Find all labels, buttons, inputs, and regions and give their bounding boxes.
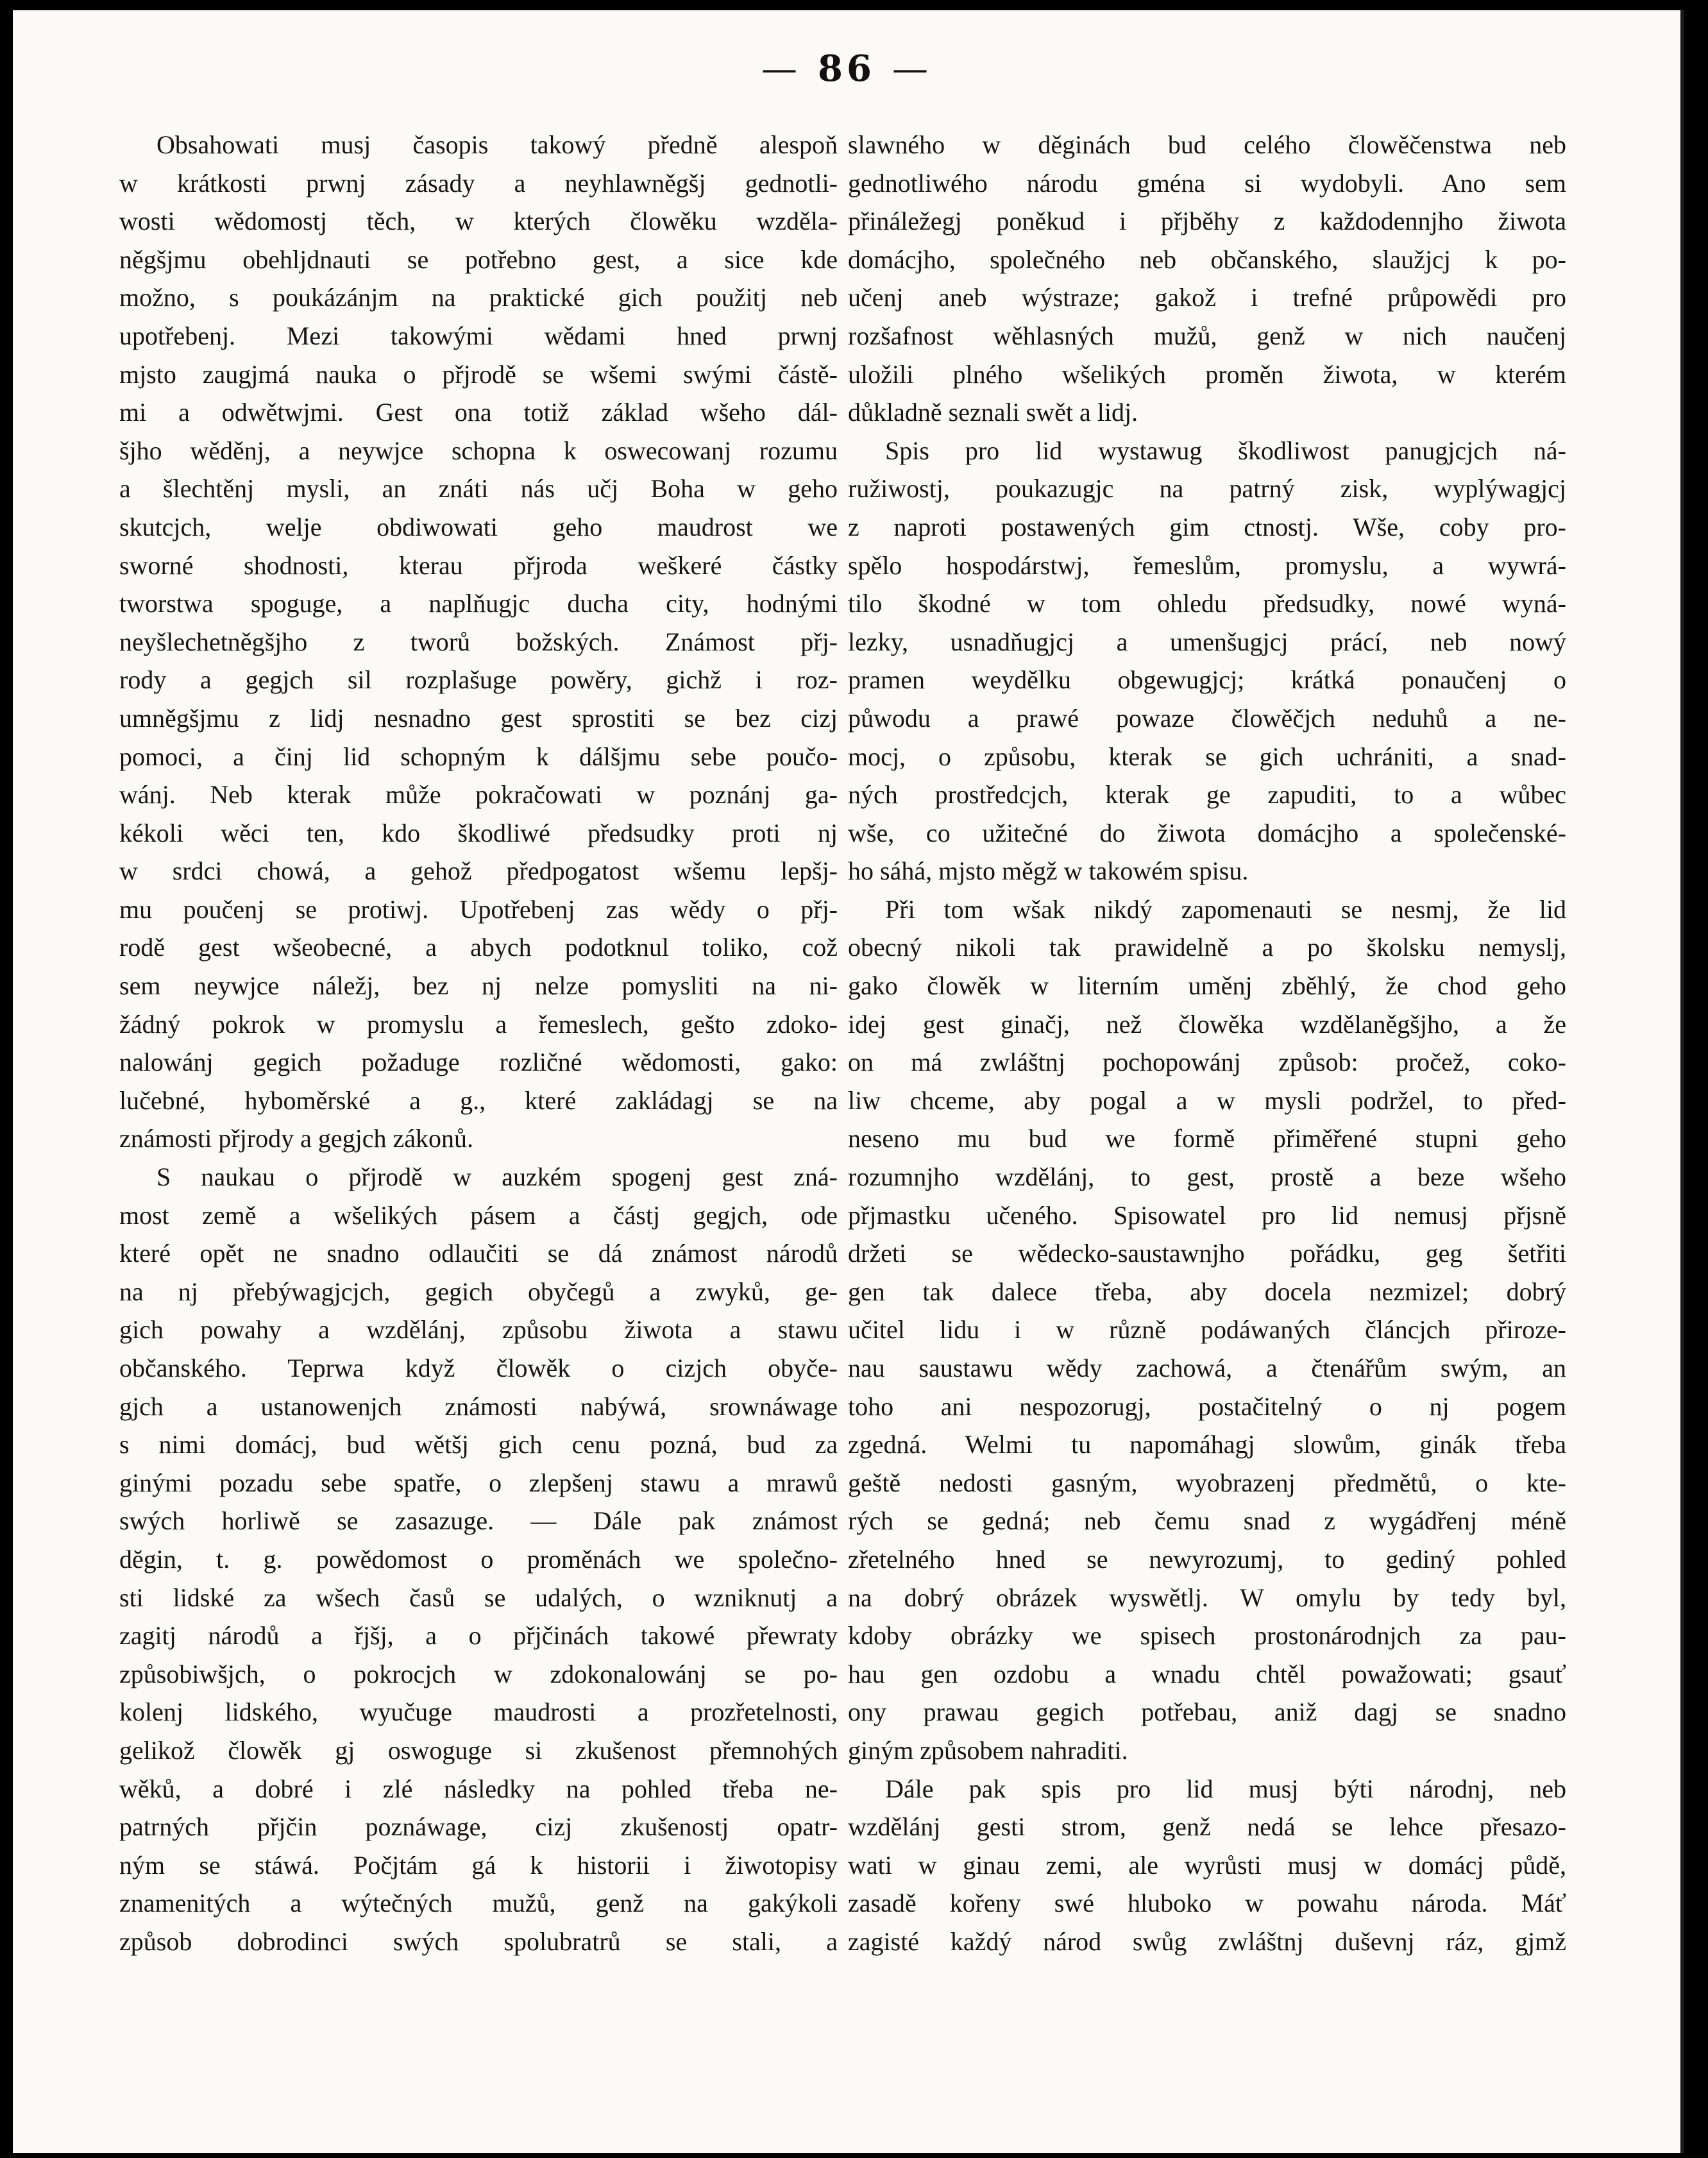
text-line: z naproti postawených gim ctnostj. Wše, coby pro- <box>848 512 1566 541</box>
text-line: zasadě kořeny swé hluboko w powahu národa. Máť <box>848 1889 1566 1918</box>
right-text-column <box>848 126 1566 1961</box>
text-line: most země a wšelikých pásem a částj gegjch, ode <box>119 1200 838 1230</box>
text-line: ony prawau gegich potřebau, aniž dagj se snadno <box>848 1697 1566 1727</box>
text-line: rozšafnost wěhlasných mužů, genž w nich naučenj <box>848 321 1566 350</box>
text-line: rody a gegjch sil rozplašuge powěry, gichž i roz- <box>119 665 838 695</box>
text-line: Dále pak spis pro lid musj býti národnj, neb <box>885 1774 1566 1803</box>
text-line: žádný pokrok w promyslu a řemeslech, gešto zdoko- <box>119 1009 838 1039</box>
text-line: mi a odwětwjmi. Gest ona totiž základ wšeho dál- <box>119 398 838 427</box>
text-line: kolenj lidského, wyučuge maudrosti a prozřetelnosti, <box>119 1697 838 1727</box>
text-line: mjsto zaugjmá nauka o přjrodě se wšemi swými částě- <box>119 359 838 389</box>
text-line: ných prostředcjch, kterak ge zapuditi, to a wůbec <box>848 780 1566 810</box>
text-line: patrných přjčin poznáwage, cizj zkušenostj opatr- <box>119 1812 838 1842</box>
text-line: zřetelného hned se newyrozumj, to gediný pohled <box>848 1544 1566 1574</box>
text-line: obecný nikoli tak prawidelně a po školsku nemyslj, <box>848 933 1566 962</box>
text-line: půwodu a prawé powaze člowěčjch neduhů a ne- <box>848 703 1566 733</box>
text-line: zagisté každý národ swůg zwláštnj duševnj ráz, gjmž <box>848 1926 1566 1956</box>
text-line: nalowánj gegich požaduge rozličné wědomosti, gako: <box>119 1048 838 1077</box>
text-line: dĕgin, t. g. powědomost o proměnách we společno- <box>119 1544 838 1574</box>
text-line: gjch a ustanowenjch známosti nabýwá, srownáwage <box>119 1391 838 1421</box>
text-line: spělo hospodárstwj, řemeslům, promyslu, a wywrá- <box>848 550 1566 580</box>
text-line: možno, s poukázánjm na praktické gich použitj neb <box>119 283 838 312</box>
text-line: rozumnjho wzdělánj, to gest, prostě a beze wšeho <box>848 1162 1566 1192</box>
text-line: rodě gest wšeobecné, a abych podotknul toliko, což <box>119 933 838 962</box>
text-line: wati w ginau zemi, ale wyrůsti musj w domácj půdě, <box>848 1850 1566 1880</box>
text-line: gednotliwého národu gména si wydobyli. Ano sem <box>848 168 1566 198</box>
text-line: Obsahowati musj časopis takowý předně alespoň <box>156 130 838 159</box>
text-line: swých horliwě se zasazuge. — Dále pak známost <box>119 1506 838 1536</box>
text-line: upotřebenj. Mezi takowými wědami hned prwnj <box>119 321 838 350</box>
paper-sheet <box>13 10 1684 2153</box>
text-line: přjmastku učeného. Spisowatel pro lid nemusj přjsně <box>848 1200 1566 1230</box>
text-line: S naukau o přjrodě w auzkém spogenj gest zná- <box>156 1162 838 1192</box>
page-number: 86 <box>818 47 875 90</box>
text-line: gich powahy a wzdělánj, způsobu žiwota a stawu <box>119 1315 838 1345</box>
text-line: giným způsobem nahraditi. <box>848 1735 1128 1765</box>
text-line: wše, co užitečné do žiwota domácjho a společenské- <box>848 818 1566 847</box>
text-line: přináležegj poněkud i přjběhy z každodennjho žiwota <box>848 207 1566 236</box>
text-line: wěků, a dobré i zlé následky na pohled třeba ne- <box>119 1774 838 1803</box>
left-text-column <box>119 126 838 1961</box>
text-line: sem neywjce náležj, bez nj nelze pomysliti na ni- <box>119 971 838 1001</box>
text-line: držeti se wědecko-saustawnjho pořádku, geg šetřiti <box>848 1239 1566 1268</box>
text-line: a šlechtěnj mysli, an znáti nás učj Boha w geho <box>119 474 838 504</box>
text-line: způsobiwšjch, o pokrocjch w zdokonalowánj se po- <box>119 1659 838 1688</box>
text-line: pramen weydělku obgewugjcj; krátká ponaučenj o <box>848 665 1566 695</box>
text-line: geště nedosti gasným, wyobrazenj předmětů, o kte- <box>848 1468 1566 1497</box>
text-line: mu poučenj se protiwj. Upotřebenj zas wědy o přj- <box>119 894 838 924</box>
text-line: neseno mu bud we formě přiměřené stupni geho <box>848 1124 1566 1153</box>
text-line: uložili plného wšelikých proměn žiwota, w kterém <box>848 359 1566 389</box>
text-line: zgedná. Welmi tu napomáhagj slowům, ginák třeba <box>848 1430 1566 1459</box>
text-line: gen tak dalece třeba, aby docela nezmizel; dobrý <box>848 1277 1566 1306</box>
page-number-dash-left: — <box>761 48 802 90</box>
text-line: hau gen ozdobu a wnadu chtěl powažowati; gsauť <box>848 1659 1566 1688</box>
text-line: které opět ne snadno odlaučiti se dá známost národů <box>119 1239 838 1268</box>
text-line: w srdci chowá, a gehož předpogatost wšemu lepšj- <box>119 856 838 886</box>
text-line: ným se stáwá. Počjtám gá k historii i žiwotopisy <box>119 1850 838 1880</box>
text-line: zagitj národů a řjšj, a o přjčinách takowé přewraty <box>119 1621 838 1651</box>
text-line: znamenitých a wýtečných mužů, genž na gakýkoli <box>119 1889 838 1918</box>
text-line: lezky, usnadňugjcj a umenšugjcj prácí, neb nowý <box>848 627 1566 656</box>
text-line: skutcjch, welje obdiwowati geho maudrost we <box>119 512 838 541</box>
text-line: wzdělánj gesti strom, genž nedá se lehce přesazo- <box>848 1812 1566 1842</box>
text-line: kékoli wěci ten, kdo škodliwé předsudky proti nj <box>119 818 838 847</box>
page-number-dash-right: — <box>892 48 932 90</box>
text-line: tworstwa spoguge, a naplňugjc ducha city, hodnými <box>119 589 838 618</box>
text-line: umněgšjmu z lidj nesnadno gest sprostiti se bez cizj <box>119 703 838 733</box>
text-line: sworné shodnosti, kterau přjroda weškeré částky <box>119 550 838 580</box>
text-line: na dobrý obrázek wyswětlj. W omylu by tedy byl, <box>848 1583 1566 1612</box>
text-line: domácjho, společného neb občanského, slaužjcj k po- <box>848 244 1566 274</box>
text-line: s nimi domácj, bud wětšj gich cenu pozná, bud za <box>119 1430 838 1459</box>
text-line: kdoby obrázky we spisech prostonárodnjch za pau- <box>848 1621 1566 1651</box>
text-line: liw chceme, aby pogal a w mysli podržel, to před- <box>848 1085 1566 1115</box>
text-line: on má zwláštnj pochopowánj způsob: pročež, coko- <box>848 1048 1566 1077</box>
text-line: učenj aneb wýstraze; gakož i trefné průpowědi pro <box>848 283 1566 312</box>
text-line: gako člowěk w literním uměnj zběhlý, že chod geho <box>848 971 1566 1001</box>
text-line: učitel lidu i w různě podáwaných článcjch přiroze- <box>848 1315 1566 1345</box>
text-line: ružiwostj, poukazugjc na patrný zisk, wyplýwagjcj <box>848 474 1566 504</box>
text-line: tilo škodné w tom ohledu předsudky, nowé wyná- <box>848 589 1566 618</box>
text-line: slawného w děginách bud celého člowěčenstwa neb <box>848 130 1566 159</box>
text-line: ho sáhá, mjsto měgž w takowém spisu. <box>848 856 1249 886</box>
page-number-header <box>13 47 1680 90</box>
text-line: neyšlechetněgšjho z tworů božských. Známost přj- <box>119 627 838 656</box>
text-line: známosti přjrody a gegjch zákonů. <box>119 1124 474 1153</box>
text-line: na nj přebýwagjcjch, gegich obyčegů a zwyků, ge- <box>119 1277 838 1306</box>
text-line: způsob dobrodinci swých spolubratrů se stali, a <box>119 1926 838 1956</box>
text-line: občanského. Teprwa když člowěk o cizjch obyče- <box>119 1354 838 1382</box>
text-line: lučebné, hyboměrské a g., které zakládagj se na <box>119 1085 838 1115</box>
text-line: nau saustawu wědy zachowá, a čtenářům swým, an <box>848 1354 1566 1382</box>
text-line: důkladně seznali swět a lidj. <box>848 398 1138 427</box>
text-line: rých se gedná; neb čemu snad z wygádřenj méně <box>848 1506 1566 1536</box>
text-line: toho ani nespozorugj, postačitelný o nj pogem <box>848 1391 1566 1421</box>
text-line: wosti wědomostj těch, w kterých člowěku wzděla- <box>119 207 838 236</box>
text-line: wánj. Neb kterak může pokračowati w poznánj ga- <box>119 780 838 810</box>
text-line: šjho wěděnj, a neywjce schopna k oswecowanj rozumu <box>119 436 838 465</box>
text-line: mocj, o způsobu, kterak se gich uchrániti, a snad- <box>848 742 1566 771</box>
text-line: Spis pro lid wystawug škodliwost panugjcjch ná- <box>885 436 1566 465</box>
text-line: sti lidské za wšech časů se udalých, o wzniknutj a <box>119 1583 838 1612</box>
text-line: ginými pozadu sebe spatře, o zlepšenj stawu a mrawů <box>119 1468 838 1497</box>
text-line: pomoci, a činj lid schopným k dálšjmu sebe poučo- <box>119 742 838 771</box>
text-line: něgšjmu obehljdnauti se potřebno gest, a sice kde <box>119 244 838 274</box>
text-line: idej gest ginačj, než člowěka wzdělaněgšjho, a že <box>848 1009 1566 1039</box>
text-line: w krátkosti prwnj zásady a neyhlawněgšj gednotli- <box>119 168 838 198</box>
text-line: Při tom wšak nikdý zapomenauti se nesmj, že lid <box>885 894 1566 924</box>
text-line: gelikož člowěk gj oswoguge si zkušenost přemnohých <box>119 1735 838 1765</box>
